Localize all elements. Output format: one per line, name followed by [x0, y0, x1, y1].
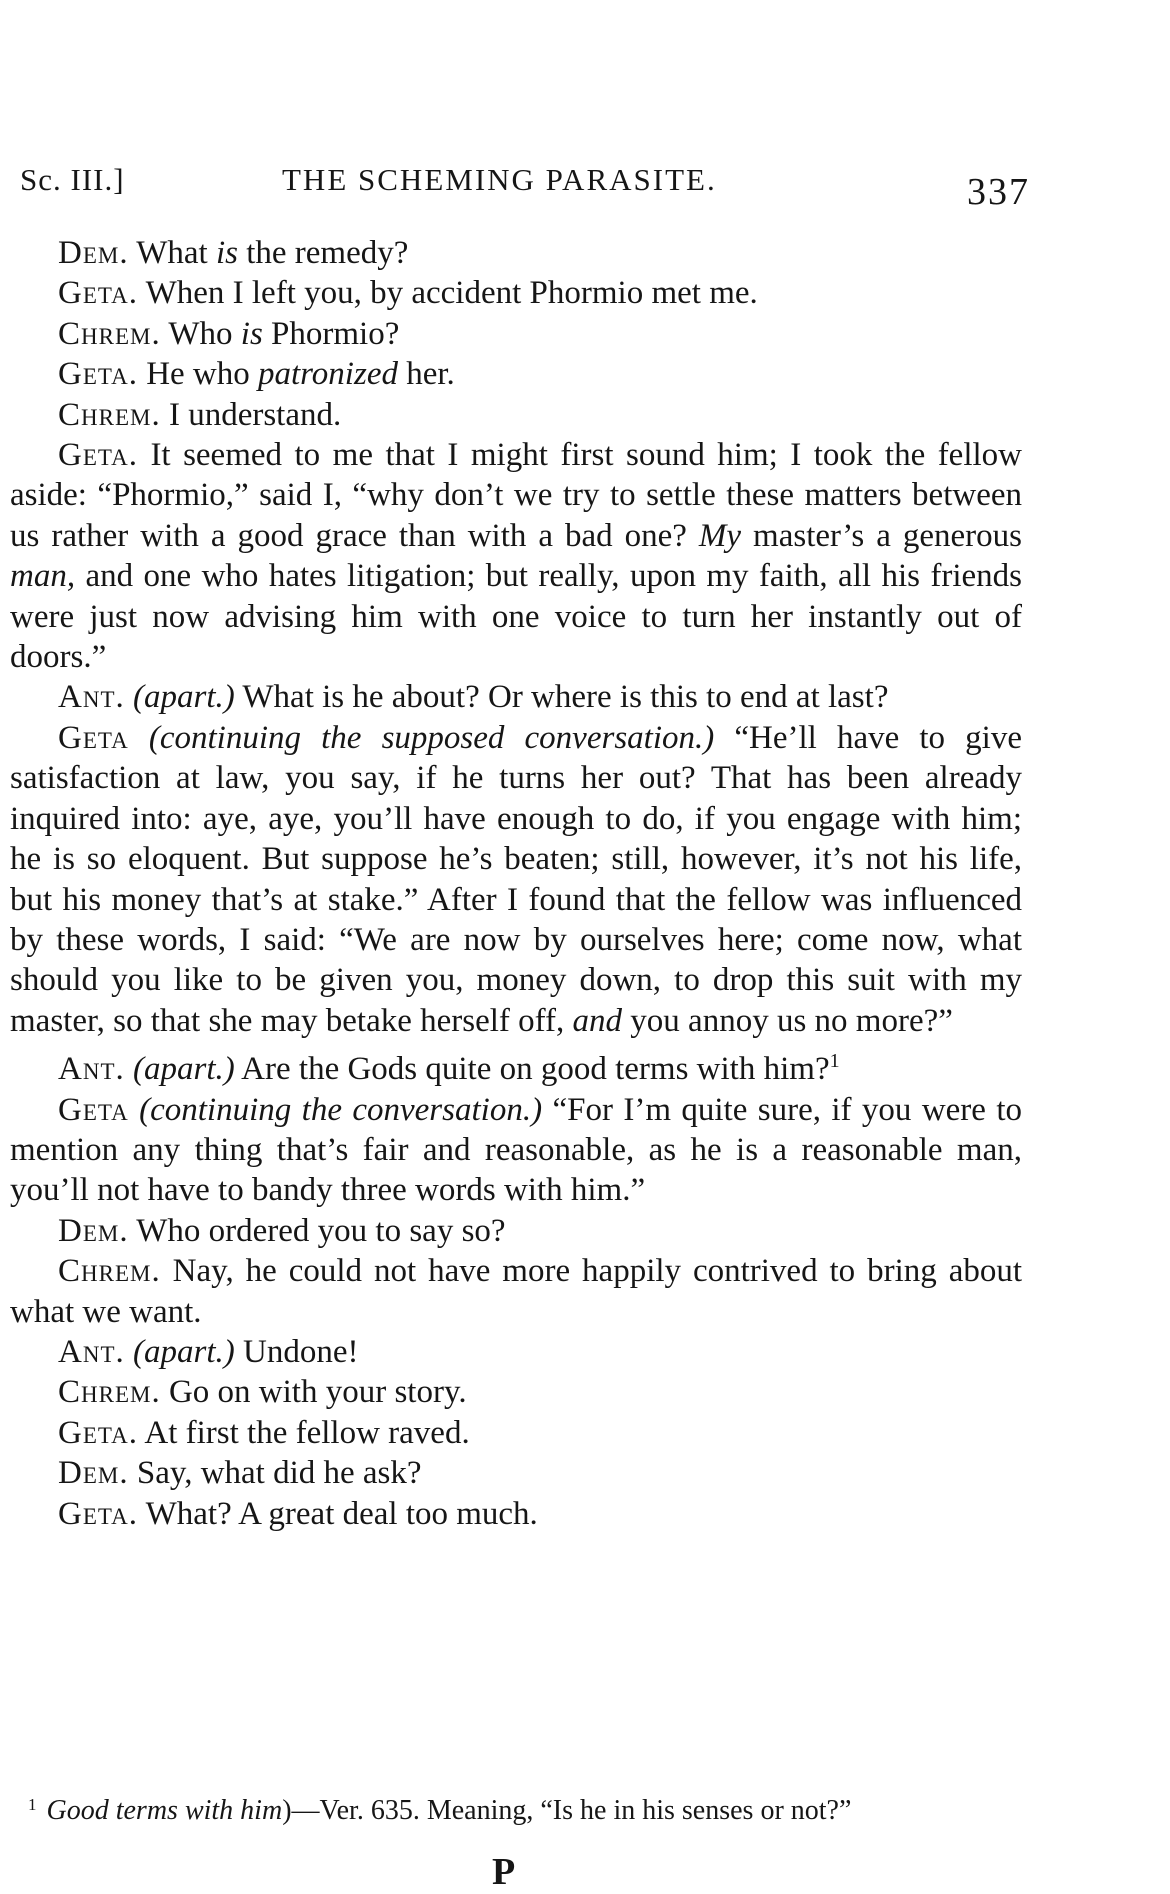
section-marker: Sc. III.]: [20, 162, 125, 197]
speech-text: Who: [168, 315, 241, 352]
dialogue-body: [10, 233, 1022, 1534]
dialogue-line: [10, 677, 1022, 717]
speech-text: He who: [146, 356, 259, 393]
dialogue-line: [10, 435, 1022, 677]
dialogue-line: [10, 273, 1022, 313]
speaker-name: Chrem.: [58, 396, 161, 433]
footnote-text: [0, 1790, 1012, 1826]
italic-text: patronized: [258, 356, 398, 393]
italic-text: is: [240, 315, 263, 352]
dialogue-line: [10, 1332, 1022, 1372]
running-header: [20, 160, 1030, 213]
dialogue-line: [10, 1251, 1022, 1332]
speech-text: you annoy us no more?”: [622, 1002, 953, 1039]
dialogue-line: [10, 395, 1022, 435]
speech-text: “He’ll have to give satisfaction at law, you say, if he turns her out? That has been already inquired into: aye, aye, you’ll have enough to do, if you engage with him; he is so eloquent. But suppose he’s beaten; still, however, it’s not his life, but his money that’s at stake.” After I found that the fellow was influenced by these words, I said: “We are now by ourselves here; come now, what should you like to be given you, money down, to drop this suit with my master, so that she may betake herself off,: [10, 719, 1022, 1039]
speech-text: and one who hates litigation; but really, upon my faith, all his friends were just now advising him with one voice to turn her instantly out of doors.”: [10, 558, 1022, 676]
speech-text: What? A great deal too much.: [145, 1495, 538, 1532]
dialogue-line: [10, 1372, 1022, 1412]
speaker-name: Ant.: [58, 679, 125, 716]
speech-text: master’s a generous: [741, 517, 1022, 554]
speech-text: Who ordered you to say so?: [136, 1212, 506, 1249]
dialogue-line: [10, 314, 1022, 354]
speech-text: Are the Gods quite on good terms with him?: [234, 1051, 830, 1088]
dialogue-line: [10, 718, 1022, 1041]
speech-text: Nay, he could not have more happily contrived to bring about what we want.: [10, 1253, 1023, 1330]
italic-text: (continuing the conversation.): [139, 1091, 543, 1128]
running-title: THE SCHEMING PARASITE.: [282, 162, 717, 197]
dialogue-line: [10, 1494, 1022, 1534]
speech-text: Undone!: [234, 1333, 359, 1370]
speech-text: )—Ver. 635. Meaning, “Is he in his senses or not?”: [282, 1795, 852, 1826]
speech-text: I understand.: [168, 396, 342, 433]
printer-signature-mark: P: [492, 1851, 516, 1893]
italic-text: (continuing the supposed conversation.): [148, 719, 715, 756]
speaker-name: Dem.: [58, 1455, 129, 1492]
speaker-name: Geta.: [58, 1414, 138, 1451]
dialogue-line: [10, 1413, 1022, 1453]
speech-text: At first the fellow raved.: [144, 1414, 470, 1451]
speaker-name: Geta: [58, 1091, 129, 1128]
italic-text: and: [572, 1002, 623, 1039]
italic-text: (apart.): [133, 1051, 235, 1088]
speaker-name: Ant.: [58, 1333, 125, 1370]
footnote-reference: 1: [829, 1050, 840, 1073]
speaker-name: Geta: [58, 719, 129, 756]
speech-text: It seemed to me that I might first sound him; I took the fellow aside: “Phormio,” said I, “why don’t we try to settle these matters between us rather with a good grace than with a bad one?: [10, 437, 1023, 554]
speaker-name: Ant.: [58, 1051, 125, 1088]
italic-text: (apart.): [133, 1333, 235, 1370]
speaker-name: Geta.: [58, 1495, 138, 1532]
italic-text: (apart.): [133, 679, 235, 716]
speaker-name: Chrem.: [58, 1253, 161, 1290]
speech-text: Go on with your story.: [168, 1374, 467, 1411]
speaker-name: Chrem.: [58, 1374, 161, 1411]
speech-text: What is he about? Or where is this to end at last?: [234, 679, 889, 716]
dialogue-line: [10, 1041, 1022, 1089]
speaker-name: Dem.: [58, 1212, 129, 1249]
page-number: 337: [967, 171, 1030, 213]
speaker-name: Chrem.: [58, 315, 161, 352]
italic-text: Good terms with him: [46, 1795, 283, 1826]
speech-text: Say, what did he ask?: [136, 1455, 422, 1492]
footnote-marker: 1: [28, 1795, 37, 1814]
speech-text: the remedy?: [237, 235, 409, 271]
italic-text: is: [215, 235, 238, 271]
speaker-name: Geta.: [58, 275, 138, 312]
dialogue-line: [10, 1090, 1022, 1211]
italic-text: My: [698, 517, 742, 554]
dialogue-line: [10, 354, 1022, 394]
speaker-name: Dem.: [58, 235, 129, 271]
speaker-name: Geta.: [58, 356, 138, 393]
footnote: [0, 1790, 1012, 1826]
dialogue-line: [10, 1453, 1022, 1493]
italic-text: man,: [10, 558, 76, 595]
speaker-name: Geta.: [58, 437, 138, 474]
dialogue-line: [10, 233, 1022, 273]
speech-text: her.: [397, 356, 455, 393]
speech-text: Phormio?: [262, 315, 400, 352]
speech-text: What: [136, 235, 216, 271]
dialogue-line: [10, 1211, 1022, 1251]
speech-text: “For I’m quite sure, if you were to mention any thing that’s fair and reasonable, as he is a reasonable man, you’ll not have to bandy three words with him.”: [10, 1091, 1022, 1209]
speech-text: When I left you, by accident Phormio met me.: [145, 275, 758, 312]
